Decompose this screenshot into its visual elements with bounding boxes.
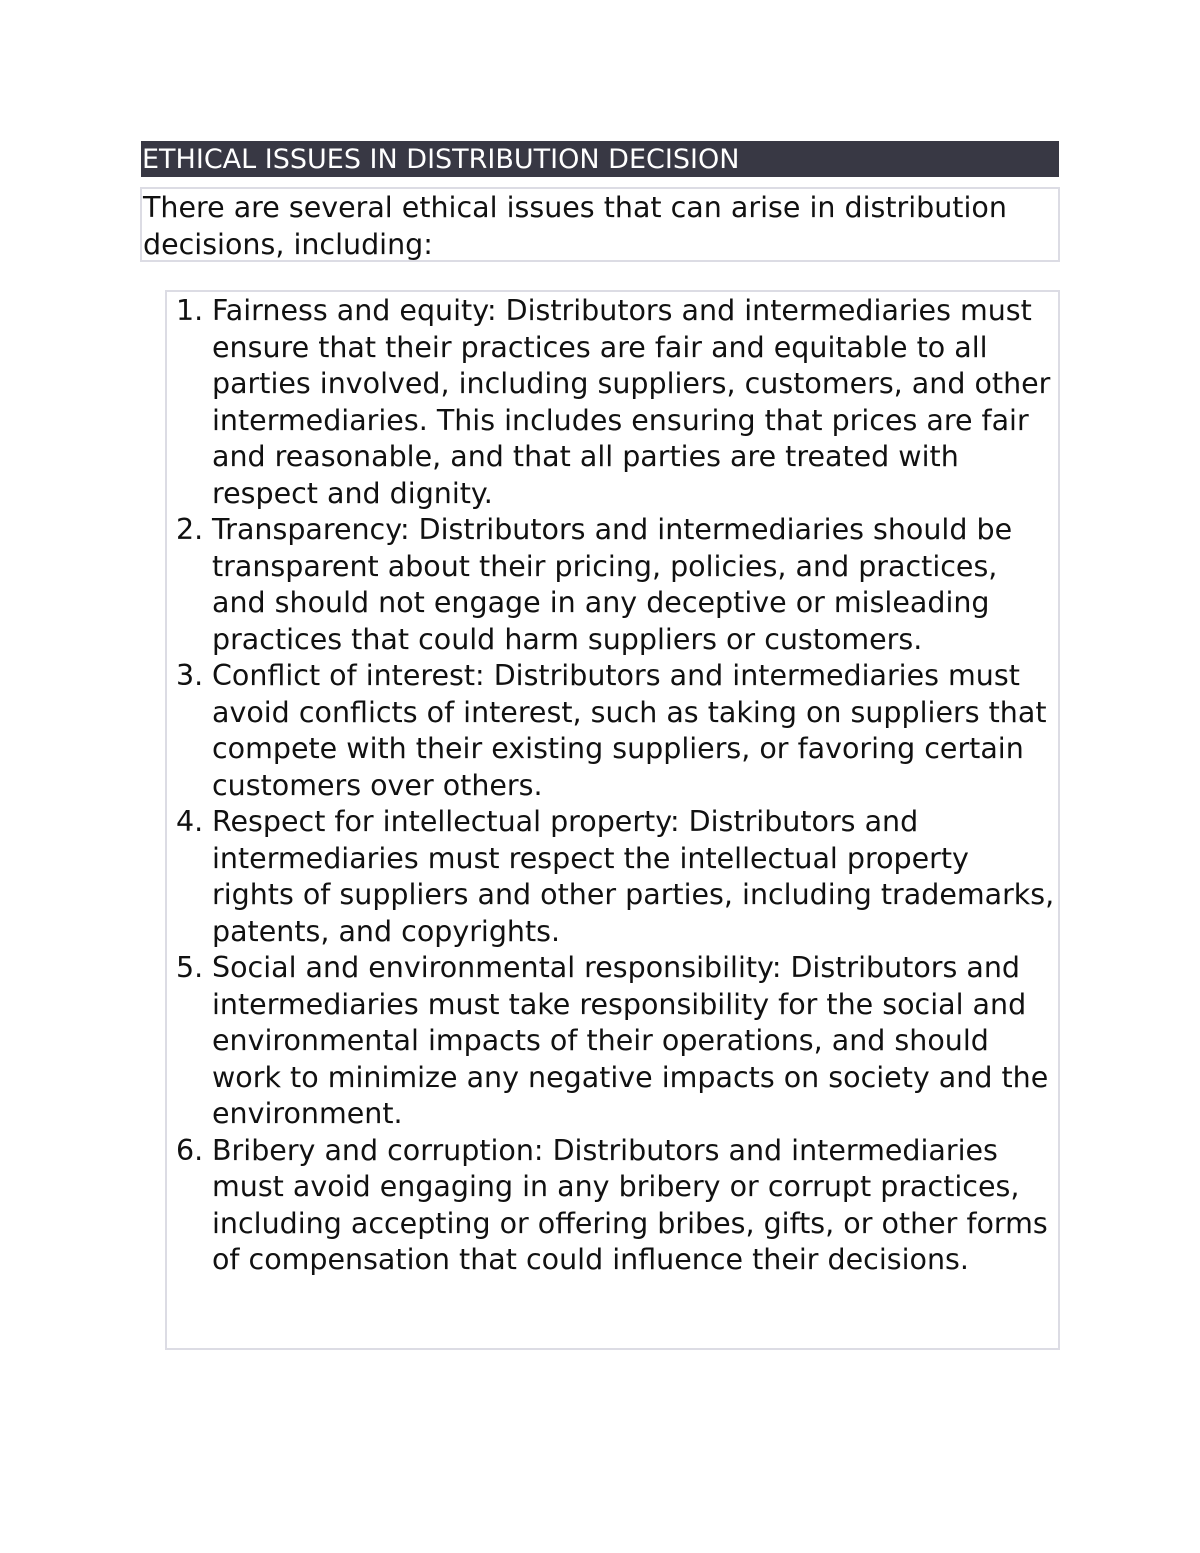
section-heading: ETHICAL ISSUES IN DISTRIBUTION DECISION xyxy=(141,141,1059,177)
list-item-transparency xyxy=(167,512,1058,658)
list-item-number: 6. xyxy=(176,1133,204,1167)
list-item-text: Fairness and equity: Distributors and intermediaries must ensure that their practices are fair and equitable to all parties involved, including suppliers, customers, and other intermediaries. This includes ensuring that prices are fair and reasonable, and that all parties are treated with respect and dignity. xyxy=(212,294,1051,510)
list-item-text: Conflict of interest: Distributors and intermediaries must avoid conflicts of interest, such as taking on suppliers that compete with their existing suppliers, or favoring certain customers over others. xyxy=(212,659,1047,802)
list-item-intellectual-property xyxy=(167,804,1058,950)
list-item-number: 1. xyxy=(176,294,204,327)
list-item-number: 4. xyxy=(176,805,204,838)
list-item-number: 3. xyxy=(176,659,204,692)
list-item-social-environmental xyxy=(167,950,1058,1133)
list-item-bribery-corruption xyxy=(167,1133,1058,1279)
ethical-issues-list-box xyxy=(165,290,1060,1350)
ethical-issues-list xyxy=(167,293,1058,1279)
list-item-text: Transparency: Distributors and intermediaries should be transparent about their pricing, policies, and practices, and should not engage in any deceptive or misleading practices that could harm suppliers or customers. xyxy=(212,513,1013,656)
intro-paragraph: There are several ethical issues that can arise in distribution decisions, including: xyxy=(140,187,1060,262)
list-item-conflict-of-interest xyxy=(167,658,1058,804)
list-item-number: 2. xyxy=(176,513,204,546)
list-item-fairness xyxy=(167,293,1058,512)
list-item-text: Bribery and corruption: Distributors and intermediaries must avoid engaging in any bribery or corrupt practices, including accepting or offering bribes, gifts, or other forms of compensation that could influence their decisions. xyxy=(212,1133,1048,1276)
list-item-text: Respect for intellectual property: Distributors and intermediaries must respect the intellectual property rights of suppliers and other parties, including trademarks, patents, and copyrights. xyxy=(212,805,1055,948)
list-item-text: Social and environmental responsibility: Distributors and intermediaries must take responsibility for the social and environmental impacts of their operations, and should work to minimize any negative impacts on society and the environment. xyxy=(212,951,1049,1130)
list-item-number: 5. xyxy=(176,951,204,984)
